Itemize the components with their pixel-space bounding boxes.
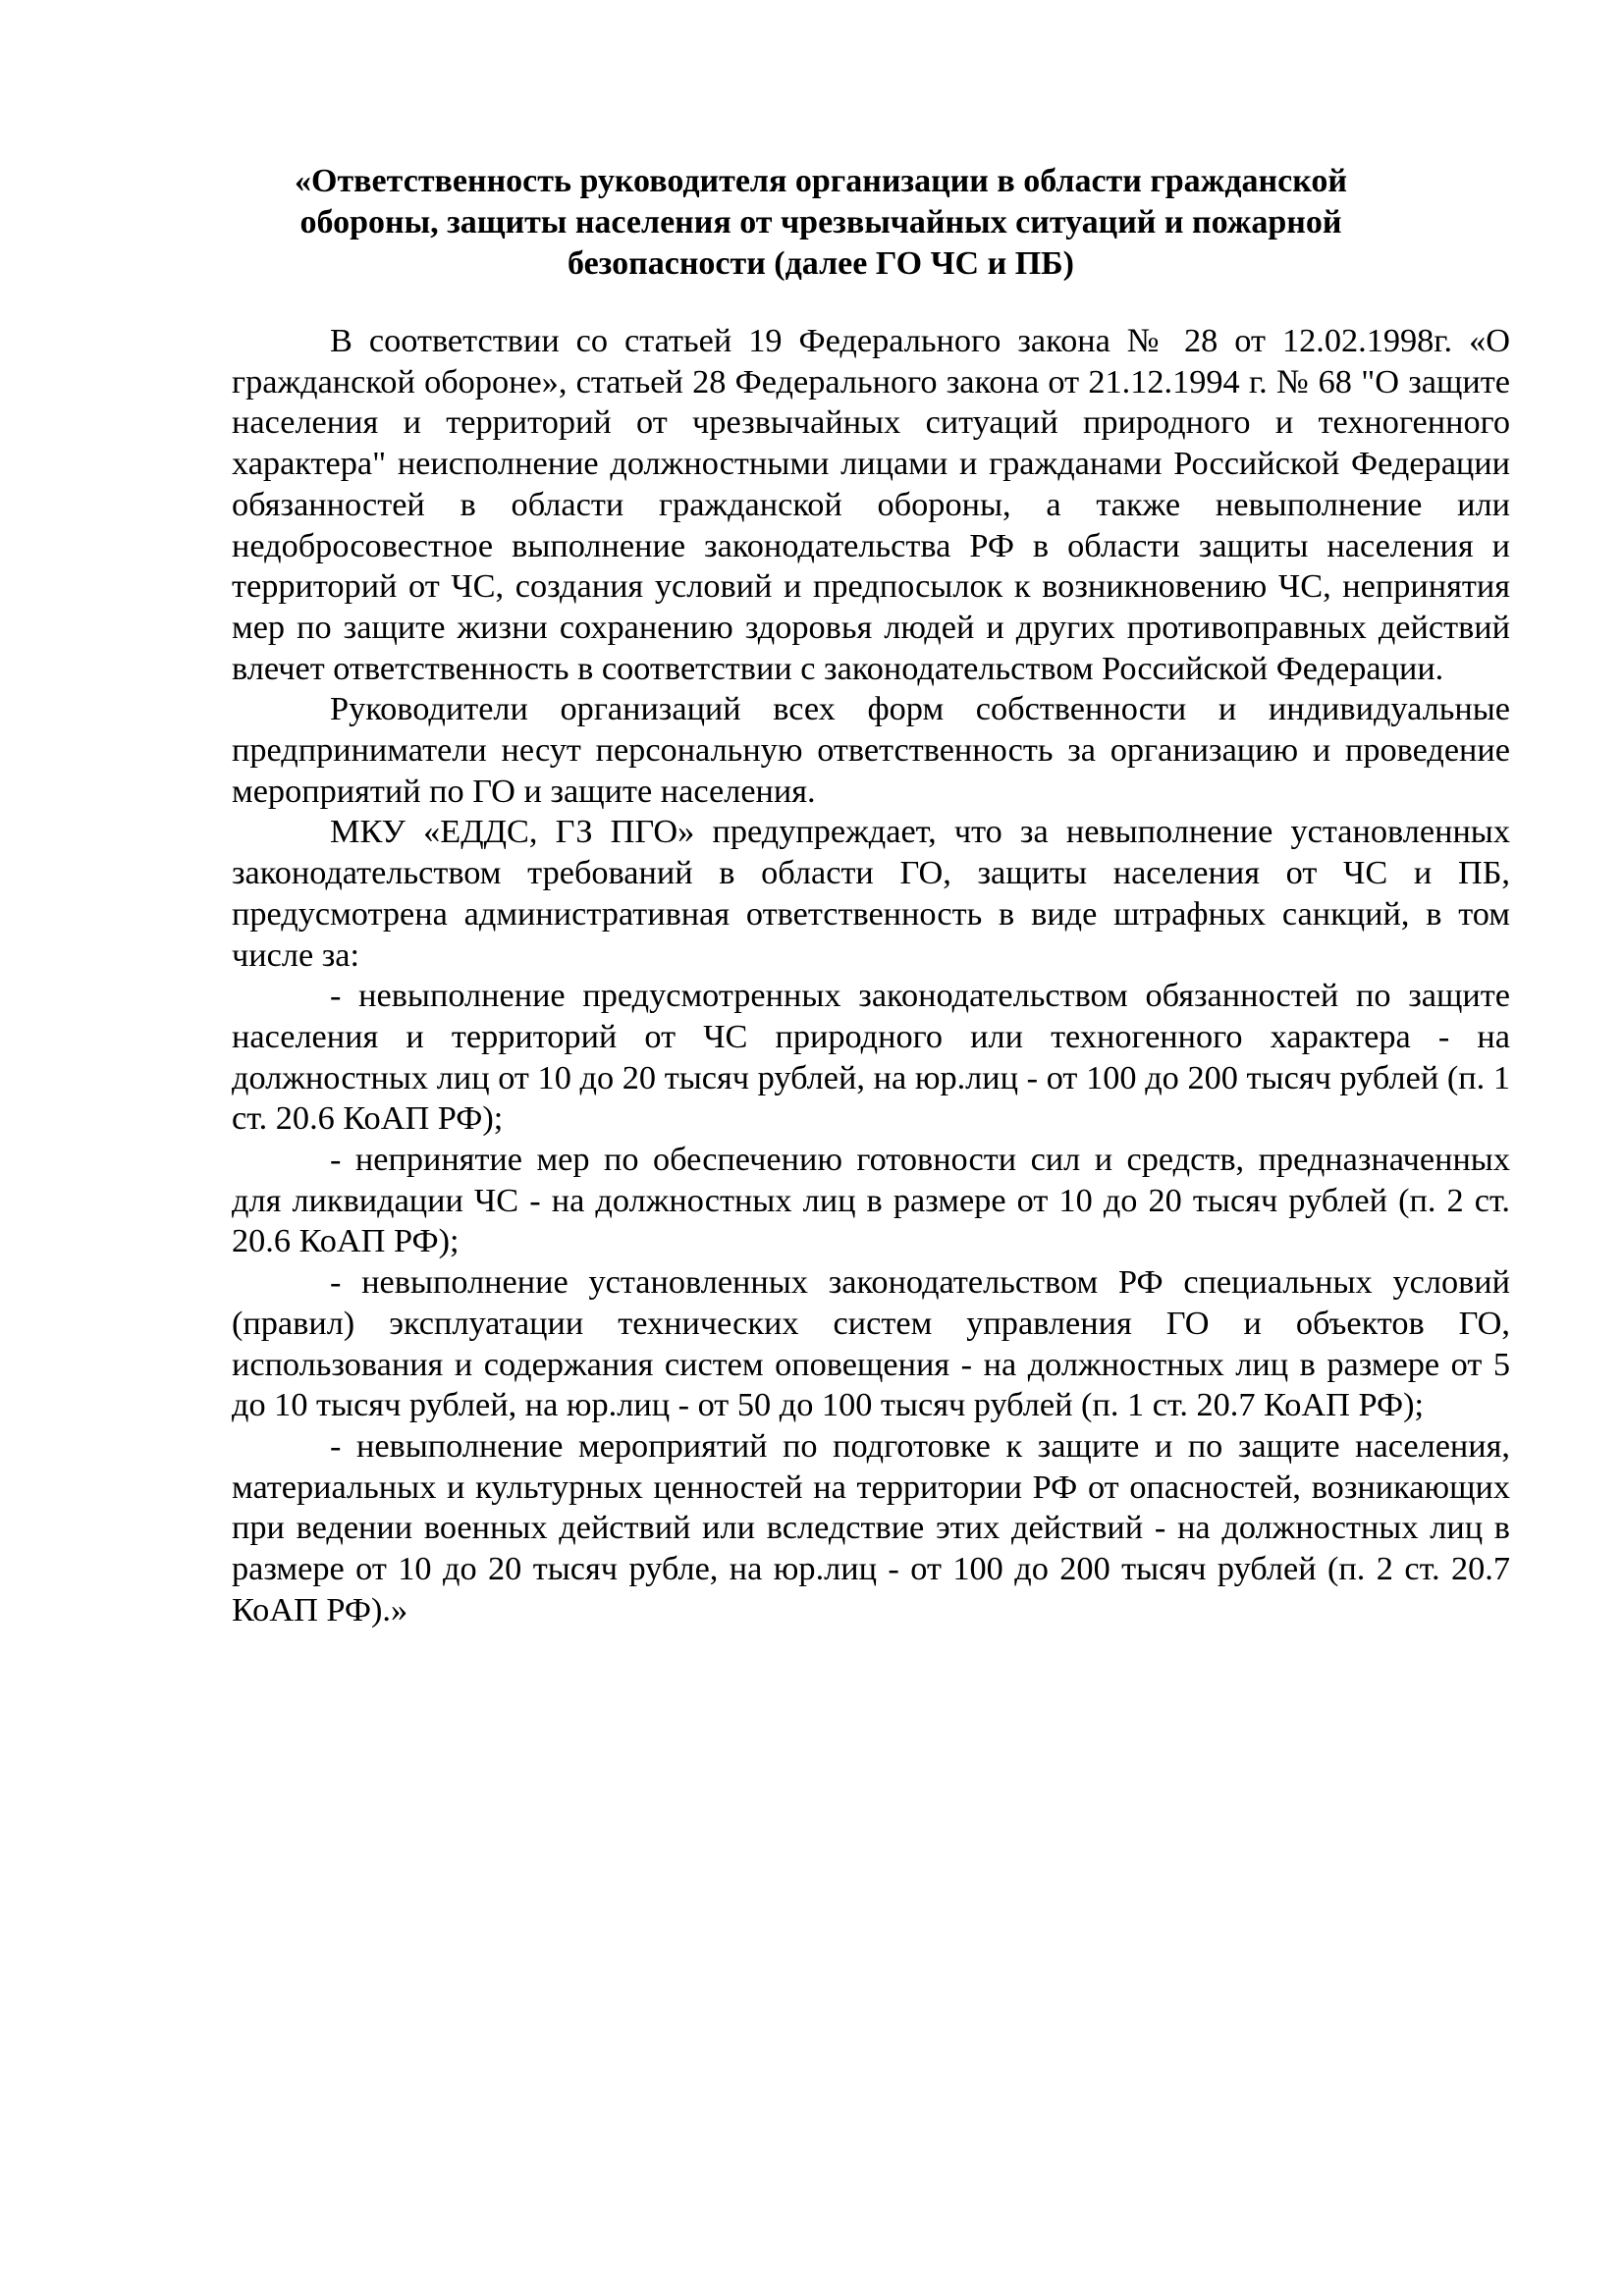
- document-title: [232, 161, 1410, 285]
- title-line: безопасности (далее ГО ЧС и ПБ): [568, 245, 1074, 282]
- paragraph-personal-responsibility: Руководители организаций всех форм собственности и индивидуальные предприниматели несут персональную ответственность за организацию и проведение мероприятий по ГО и защите населения.: [232, 690, 1510, 810]
- title-line: обороны, защиты населения от чрезвычайных ситуаций и пожарной: [299, 204, 1342, 240]
- list-item-penalty: - невыполнение установленных законодательством РФ специальных условий (правил) эксплуатации технических систем управления ГО и объектов ГО, использования и содержания систем оповещения - на должностных лиц в размере от 5 до 10 тысяч рублей, на юр.лиц - от 50 до 100 тысяч рублей (п. 1 ст. 20.7 КоАП РФ);: [232, 1263, 1510, 1424]
- paragraph-warning: МКУ «ЕДДС, ГЗ ПГО» предупреждает, что за невыполнение установленных законодательством требований в области ГО, защиты населения от ЧС и ПБ, предусмотрена административная ответственность в виде штрафных санкций, в том числе за:: [232, 813, 1510, 974]
- paragraph-legal-basis: В соответствии со статьей 19 Федерального закона № 28 от 12.02.1998г. «О гражданской обороне», статьей 28 Федерального закона от 21.12.1994 г. № 68 "О защите населения и территорий от чрезвычайных ситуаций природного и техногенного характера" неисполнение должностными лицами и гражданами Российской Федерации обязанностей в области гражданской обороны, а также невыполнение или недобросовестное выполнение законодательства РФ в области защиты населения и территорий от ЧС, создания условий и предпосылок к возникновению ЧС, непринятия мер по защите жизни сохранению здоровья людей и других противоправных действий влечет ответственность в соответствии с законодательством Российской Федерации.: [232, 322, 1510, 687]
- document-body: [232, 321, 1510, 1631]
- title-line: «Ответственность руководителя организации в области гражданской: [295, 163, 1347, 199]
- list-item-penalty: - непринятие мер по обеспечению готовности сил и средств, предназначенных для ликвидации ЧС - на должностных лиц в размере от 10 до 20 тысяч рублей (п. 2 ст. 20.6 КоАП РФ);: [232, 1141, 1510, 1260]
- list-item-penalty: - невыполнение предусмотренных законодательством обязанностей по защите населения и территорий от ЧС природного или техногенного характера - на должностных лиц от 10 до 20 тысяч рублей, на юр.лиц - от 100 до 200 тысяч рублей (п. 1 ст. 20.6 КоАП РФ);: [232, 977, 1510, 1138]
- list-item-penalty: - невыполнение мероприятий по подготовке к защите и по защите населения, материальных и культурных ценностей на территории РФ от опасностей, возникающих при ведении военных действий или вследствие этих действий - на должностных лиц в размере от 10 до 20 тысяч рубле, на юр.лиц - от 100 до 200 тысяч рублей (п. 2 ст. 20.7 КоАП РФ).»: [232, 1426, 1510, 1629]
